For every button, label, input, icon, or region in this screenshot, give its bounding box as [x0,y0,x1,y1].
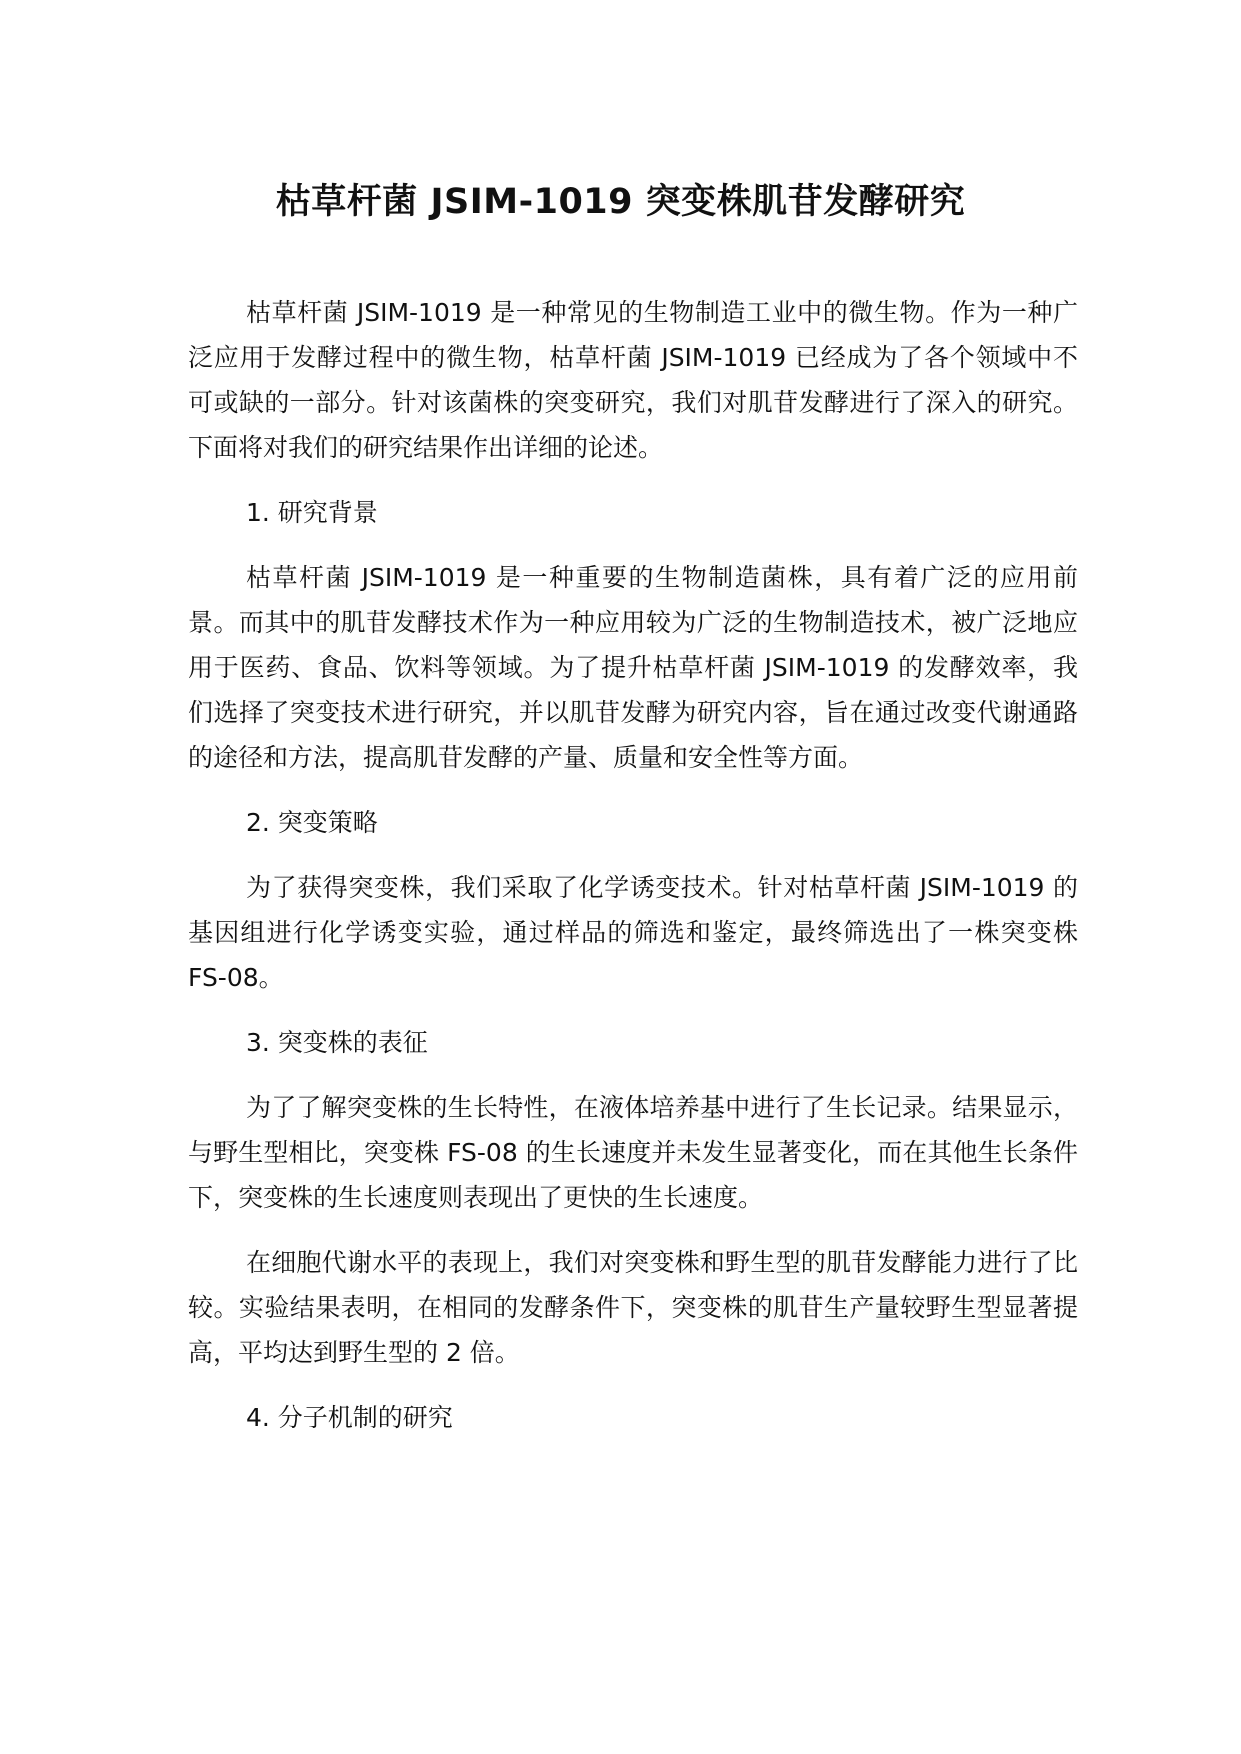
characterization-paragraph-metabolism: 在细胞代谢水平的表现上，我们对突变株和野生型的肌苷发酵能力进行了比较。实验结果表明，在相同的发酵条件下，突变株的肌苷生产量较野生型显著提高，平均达到野生型的 2 倍。 [188,1248,1078,1367]
document-body [188,290,1078,1460]
characterization-paragraph-growth: 为了了解突变株的生长特性，在液体培养基中进行了生长记录。结果显示，与野生型相比，突变株 FS-08 的生长速度并未发生显著变化，而在其他生长条件下，突变株的生长速度则表现出了更快的生长速度。 [188,1093,1078,1212]
section-heading-mutation-strategy: 2. 突变策略 [246,808,378,837]
document-title: 枯草杆菌 JSIM-1019 突变株肌苷发酵研究 [275,182,966,222]
section-heading-background: 1. 研究背景 [246,498,378,527]
section-heading-characterization: 3. 突变株的表征 [246,1028,428,1057]
background-paragraph: 枯草杆菌 JSIM-1019 是一种重要的生物制造菌株，具有着广泛的应用前景。而其中的肌苷发酵技术作为一种应用较为广泛的生物制造技术，被广泛地应用于医药、食品、饮料等领域。为了提升枯草杆菌 JSIM-1019 的发酵效率，我们选择了突变技术进行研究，并以肌苷发酵为研究内容，旨在通过改变代谢通路的途径和方法，提高肌苷发酵的产量、质量和安全性等方面。 [188,563,1078,772]
intro-paragraph: 枯草杆菌 JSIM-1019 是一种常见的生物制造工业中的微生物。作为一种广泛应用于发酵过程中的微生物，枯草杆菌 JSIM-1019 已经成为了各个领域中不可或缺的一部分。针对该菌株的突变研究，我们对肌苷发酵进行了深入的研究。下面将对我们的研究结果作出详细的论述。 [188,298,1078,462]
section-heading-molecular-mechanism: 4. 分子机制的研究 [246,1403,453,1432]
mutation-strategy-paragraph: 为了获得突变株，我们采取了化学诱变技术。针对枯草杆菌 JSIM-1019 的基因组进行化学诱变实验，通过样品的筛选和鉴定，最终筛选出了一株突变株 FS-08。 [188,873,1078,992]
